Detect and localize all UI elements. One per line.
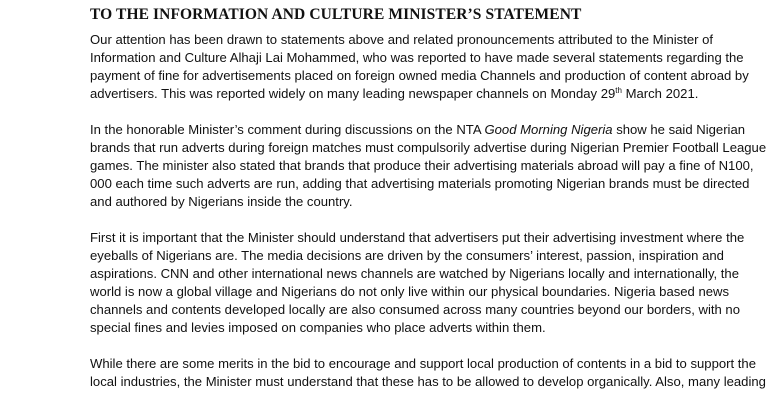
paragraph-3-line-3: aspirations. CNN and other international news channels are watched by Nigerians locally and internationally, the xyxy=(90,266,739,281)
paragraph-3-line-2: eyeballs of Nigerians are. The media decisions are driven by the consumers’ interest, passion, inspiration and xyxy=(90,248,724,263)
paragraph-2-line-5: and authored by Nigerians inside the country. xyxy=(90,194,353,209)
paragraph-2-line-1 xyxy=(90,122,746,138)
paragraph-1-line-2: Information and Culture Alhaji Lai Mohammed, who was reported to have made several statements regarding the xyxy=(90,50,744,65)
paragraph-1-text: advertisers. This was reported widely on many leading newspaper channels on Monday 29 xyxy=(90,86,616,101)
date-ordinal-suffix: th xyxy=(615,86,622,95)
paragraph-2-line-4: 000 each time such adverts are run, adding that advertising materials promoting Nigerian brands must be directed xyxy=(90,176,750,191)
paragraph-2-line-2: brands that run adverts during foreign matches must compulsorily advertise during Nigerian Premier Football League xyxy=(90,140,767,155)
paragraph-1-text-end: March 2021. xyxy=(621,86,699,101)
paragraph-3-line-1: First it is important that the Minister should understand that advertisers put their advertising investment where the xyxy=(90,230,745,245)
document-heading: TO THE INFORMATION AND CULTURE MINISTER’S STATEMENT xyxy=(90,6,582,23)
paragraph-2-line-3: games. The minister also stated that brands that produce their advertising materials abroad will pay a fine of N100, xyxy=(90,158,754,173)
paragraph-3-line-6: special fines and levies imposed on companies who place adverts within them. xyxy=(90,320,546,335)
show-name: Good Morning Nigeria xyxy=(484,122,613,137)
paragraph-1-line-3: payment of fine for advertisements placed on foreign owned media Channels and production of content abroad by xyxy=(90,68,749,83)
paragraph-2-text: In the honorable Minister’s comment during discussions on the NTA xyxy=(90,122,485,137)
paragraph-2-text-end: show he said Nigerian xyxy=(612,122,746,137)
paragraph-4-line-1: While there are some merits in the bid to encourage and support local production of contents in a bid to support the xyxy=(90,356,756,371)
paragraph-4-line-2: local industries, the Minister must understand that these has to be allowed to develop organically. Also, many leading xyxy=(90,374,766,389)
paragraph-3-line-4: world is now a global village and Nigerians do not only live within our physical boundaries. Nigeria based news xyxy=(90,284,730,299)
paragraph-3-line-5: channels and contents developed locally are also consumed across many countries beyond our borders, with no xyxy=(90,302,740,317)
paragraph-1-line-4 xyxy=(90,86,699,102)
paragraph-1-line-1: Our attention has been drawn to statements above and related pronouncements attributed to the Minister of xyxy=(90,32,714,47)
